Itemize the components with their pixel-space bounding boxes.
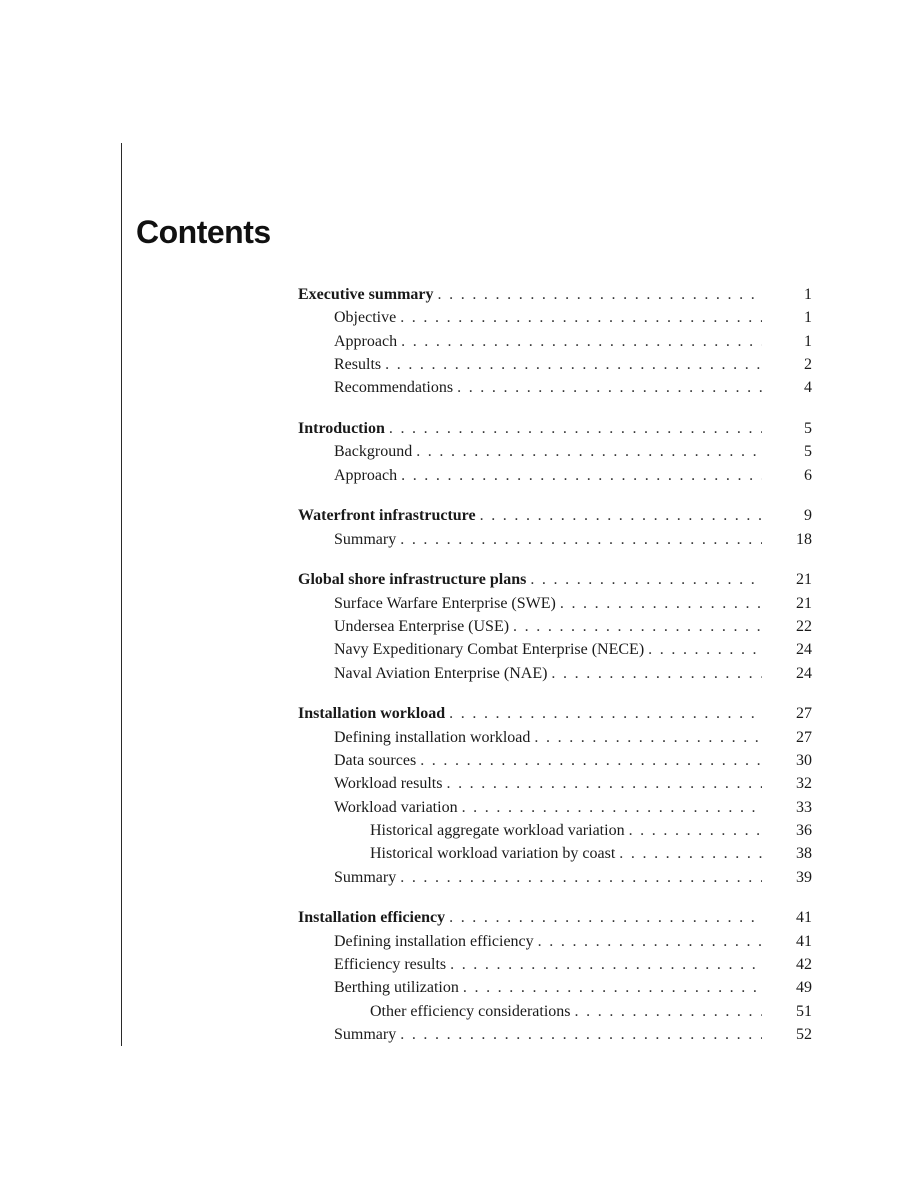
toc-subentry[interactable] — [298, 615, 812, 638]
toc-subentry[interactable] — [298, 638, 812, 661]
toc-page-number: 24 — [796, 641, 812, 659]
toc-entry-label: Berthing utilization — [334, 979, 459, 997]
dot-leader — [629, 819, 762, 842]
toc-page-number: 41 — [796, 909, 812, 927]
dot-leader — [450, 953, 762, 976]
toc-chapter-entry[interactable] — [298, 283, 812, 306]
toc-entry-label: Approach — [334, 466, 398, 484]
dot-leader — [401, 464, 762, 487]
toc-subentry[interactable] — [298, 592, 812, 615]
toc-section — [298, 417, 812, 487]
page-title: Contents — [136, 214, 271, 250]
dot-leader — [446, 772, 762, 795]
toc-subentry[interactable] — [298, 726, 812, 749]
dot-leader — [462, 796, 762, 819]
toc-page-number: 1 — [804, 332, 812, 350]
toc-page-number: 42 — [796, 955, 812, 973]
dot-leader — [648, 638, 762, 661]
toc-chapter-entry[interactable] — [298, 906, 812, 929]
toc-entry-label: Installation workload — [298, 705, 446, 723]
toc-entry-label: Historical workload variation by coast — [370, 845, 616, 863]
dot-leader — [438, 283, 762, 306]
toc-subentry[interactable] — [298, 796, 812, 819]
toc-page-number: 5 — [804, 443, 812, 461]
dot-leader — [560, 592, 762, 615]
dot-leader — [400, 306, 762, 329]
toc-subentry[interactable] — [298, 528, 812, 551]
toc-entry-label: Surface Warfare Enterprise (SWE) — [334, 594, 556, 612]
toc-page-number: 2 — [804, 355, 812, 373]
toc-page-number: 9 — [804, 507, 812, 525]
toc-section — [298, 702, 812, 888]
toc-entry-label: Undersea Enterprise (USE) — [334, 618, 510, 636]
toc-page-number: 52 — [796, 1025, 812, 1043]
dot-leader — [463, 976, 762, 999]
toc-section — [298, 906, 812, 1046]
toc-subentry[interactable] — [298, 353, 812, 376]
toc-subentry[interactable] — [298, 976, 812, 999]
dot-leader — [420, 749, 762, 772]
dot-leader — [416, 440, 762, 463]
toc-entry-label: Other efficiency considerations — [370, 1002, 571, 1020]
toc-entry-label: Defining installation efficiency — [334, 932, 534, 950]
toc-entry-label: Naval Aviation Enterprise (NAE) — [334, 664, 548, 682]
dot-leader — [551, 662, 762, 685]
toc-entry-label: Summary — [334, 530, 397, 548]
toc-page-number: 18 — [796, 530, 812, 548]
toc-section — [298, 283, 812, 399]
dot-leader — [449, 702, 762, 725]
toc-subentry[interactable] — [298, 819, 812, 842]
toc-page-number: 38 — [796, 845, 812, 863]
toc-entry-label: Background — [334, 443, 413, 461]
toc-subentry[interactable] — [298, 866, 812, 889]
dot-leader — [534, 726, 762, 749]
dot-leader — [457, 376, 762, 399]
dot-leader — [401, 330, 762, 353]
toc-page-number: 51 — [796, 1002, 812, 1020]
toc-subentry[interactable] — [298, 1000, 812, 1023]
toc-page-number: 6 — [804, 466, 812, 484]
dot-leader — [385, 353, 762, 376]
toc-page-number: 49 — [796, 979, 812, 997]
toc-page-number: 21 — [796, 571, 812, 589]
toc-page-number: 5 — [804, 419, 812, 437]
dot-leader — [513, 615, 762, 638]
toc-page-number: 41 — [796, 932, 812, 950]
toc-page-number: 21 — [796, 594, 812, 612]
dot-leader — [619, 842, 762, 865]
toc-page-number: 33 — [796, 798, 812, 816]
toc-section — [298, 504, 812, 551]
toc-entry-label: Objective — [334, 309, 397, 327]
toc-chapter-entry[interactable] — [298, 504, 812, 527]
toc-entry-label: Navy Expeditionary Combat Enterprise (NECE) — [334, 641, 645, 659]
toc-entry-label: Installation efficiency — [298, 909, 446, 927]
toc-subentry[interactable] — [298, 306, 812, 329]
toc-chapter-entry[interactable] — [298, 417, 812, 440]
toc-subentry[interactable] — [298, 440, 812, 463]
toc-entry-label: Results — [334, 355, 382, 373]
toc-subentry[interactable] — [298, 930, 812, 953]
dot-leader — [449, 906, 762, 929]
toc-subentry[interactable] — [298, 749, 812, 772]
toc-entry-label: Efficiency results — [334, 955, 447, 973]
toc-entry-label: Waterfront infrastructure — [298, 507, 476, 525]
toc-entry-label: Recommendations — [334, 379, 454, 397]
toc-page-number: 24 — [796, 664, 812, 682]
toc-entry-label: Global shore infrastructure plans — [298, 571, 527, 589]
toc-page-number: 1 — [804, 286, 812, 303]
toc-subentry[interactable] — [298, 330, 812, 353]
toc-page-number: 1 — [804, 309, 812, 327]
dot-leader — [530, 568, 762, 591]
dot-leader — [400, 1023, 762, 1046]
table-of-contents — [298, 283, 812, 1064]
toc-entry-label: Defining installation workload — [334, 728, 531, 746]
toc-entry-label: Executive summary — [298, 286, 434, 303]
toc-chapter-entry[interactable] — [298, 702, 812, 725]
toc-page-number: 4 — [804, 379, 812, 397]
toc-subentry[interactable] — [298, 842, 812, 865]
toc-entry-label: Workload results — [334, 775, 443, 793]
toc-subentry[interactable] — [298, 662, 812, 685]
margin-rule — [121, 143, 122, 1046]
dot-leader — [389, 417, 762, 440]
toc-section — [298, 568, 812, 684]
dot-leader — [575, 1000, 762, 1023]
dot-leader — [538, 930, 762, 953]
toc-entry-label: Introduction — [298, 419, 385, 437]
toc-entry-label: Historical aggregate workload variation — [370, 821, 625, 839]
toc-entry-label: Summary — [334, 1025, 397, 1043]
toc-entry-label: Approach — [334, 332, 398, 350]
toc-subentry[interactable] — [298, 1023, 812, 1046]
toc-entry-label: Data sources — [334, 752, 417, 770]
dot-leader — [400, 866, 762, 889]
toc-entry-label: Workload variation — [334, 798, 458, 816]
toc-subentry[interactable] — [298, 376, 812, 399]
dot-leader — [400, 528, 762, 551]
toc-page-number: 30 — [796, 752, 812, 770]
dot-leader — [480, 504, 762, 527]
toc-page-number: 27 — [796, 705, 812, 723]
toc-subentry[interactable] — [298, 953, 812, 976]
toc-page-number: 32 — [796, 775, 812, 793]
toc-subentry[interactable] — [298, 464, 812, 487]
toc-page-number: 27 — [796, 728, 812, 746]
toc-page-number: 39 — [796, 868, 812, 886]
toc-page-number: 36 — [796, 821, 812, 839]
toc-subentry[interactable] — [298, 772, 812, 795]
toc-page-number: 22 — [796, 618, 812, 636]
toc-chapter-entry[interactable] — [298, 568, 812, 591]
toc-entry-label: Summary — [334, 868, 397, 886]
